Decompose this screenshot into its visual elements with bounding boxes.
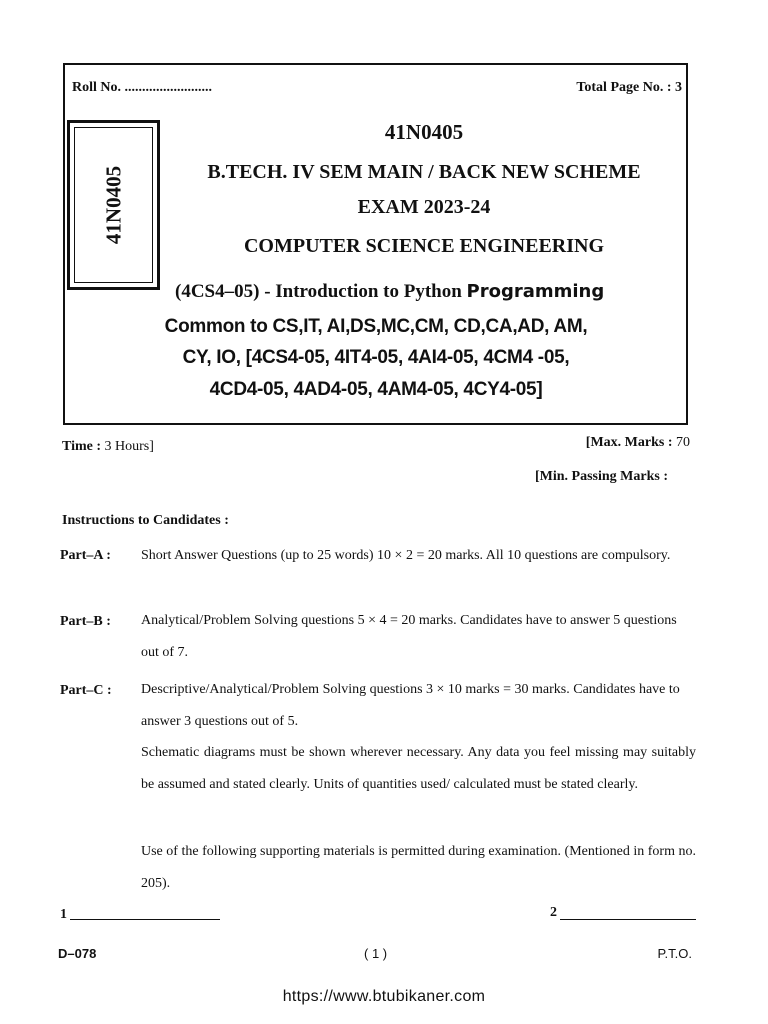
common-line-3: 4CD4-05, 4AD4-05, 4AM4-05, 4CY4-05] [209, 379, 543, 400]
common-line-2: CY, IO, [4CS4-05, 4IT4-05, 4AI4-05, 4CM4 -05, [182, 347, 570, 368]
paper-code: 41N0405 [384, 120, 464, 144]
signature-2-number: 2 [550, 905, 557, 920]
part-c-label: Part–C : [60, 683, 112, 698]
signature-1-line [70, 919, 220, 920]
side-code-text: 41N0405 [101, 165, 125, 245]
part-b-label: Part–B : [60, 614, 111, 629]
page-number: ( 1 ) [364, 946, 388, 961]
max-marks-value: 70 [672, 435, 690, 450]
time-value: 3 Hours] [101, 439, 154, 454]
max-marks-label: [Max. Marks : [585, 435, 673, 450]
common-line-1: Common to CS,IT, AI,DS,MC,CM, CD,CA,AD, AM, [164, 316, 588, 337]
instructions-title: Instructions to Candidates : [62, 513, 229, 528]
scheme-title: B.TECH. IV SEM MAIN / BACK NEW SCHEME [207, 161, 641, 183]
min-passing-marks: [Min. Passing Marks : [535, 469, 668, 484]
part-a-label: Part–A : [60, 548, 111, 563]
side-code-box [67, 120, 160, 290]
max-marks [586, 435, 690, 451]
exam-year: EXAM 2023-24 [357, 196, 491, 218]
total-pages: Total Page No. : 3 [576, 80, 682, 95]
part-a-text: Short Answer Questions (up to 25 words) 10 × 2 = 20 marks. All 10 questions are compulsory. [141, 548, 671, 563]
subject-title [175, 281, 604, 303]
subject-prefix: (4CS4–05) - Introduction to Python [175, 281, 467, 302]
materials-note: Use of the following supporting materials is permitted during examination. (Mentioned in form no. 205). [141, 844, 696, 891]
signature-2-line [560, 919, 696, 920]
exam-time [62, 439, 154, 455]
schematic-note: Schematic diagrams must be shown wherever necessary. Any data you feel missing may suitably be assumed and stated clearly. Units of quantities used/ calculated must be stated clearly. [141, 745, 696, 792]
part-c-text: Descriptive/Analytical/Problem Solving questions 3 × 10 marks = 30 marks. Candidates have to answer 3 questions out of 5. [141, 682, 680, 729]
department: COMPUTER SCIENCE ENGINEERING [243, 235, 605, 257]
time-label: Time : [62, 439, 102, 454]
subject-emphasis: Programming [466, 281, 605, 302]
document-code: D–078 [58, 946, 97, 961]
part-b-text: Analytical/Problem Solving questions 5 × 4 = 20 marks. Candidates have to answer 5 questions out of 7. [141, 613, 677, 660]
roll-number: Roll No. ......................... [72, 80, 212, 95]
source-url: https://www.btubikaner.com [282, 988, 486, 1005]
pto-label: P.T.O. [657, 946, 692, 961]
signature-1-number: 1 [60, 907, 67, 922]
